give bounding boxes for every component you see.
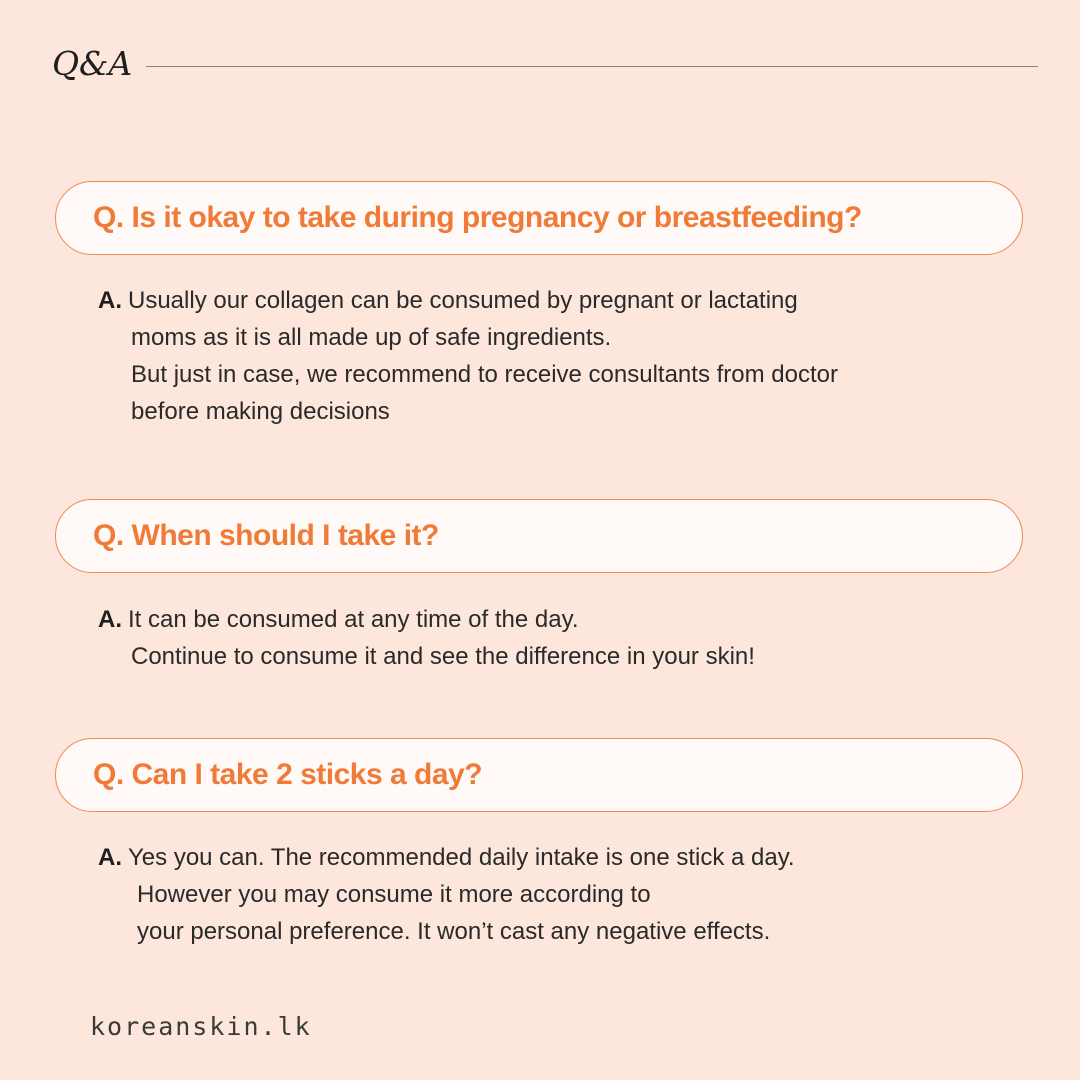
answer-line: However you may consume it more according to — [137, 881, 651, 908]
answer-label: A. — [98, 606, 122, 633]
answer-block-1 — [98, 282, 838, 430]
question-pill-2 — [55, 499, 1023, 573]
answer-line: But just in case, we recommend to receive consultants from doctor — [131, 361, 838, 388]
question-pill-1 — [55, 181, 1023, 255]
question-text: Q. Is it okay to take during pregnancy or breastfeeding? — [93, 201, 862, 234]
page-title: Q&A — [52, 44, 133, 83]
answer-label: A. — [98, 287, 122, 314]
answer-line: Continue to consume it and see the difference in your skin! — [131, 643, 755, 670]
answer-line: your personal preference. It won’t cast any negative effects. — [137, 918, 771, 945]
answer-line: It can be consumed at any time of the day. — [128, 606, 579, 633]
brand-footer: koreanskin.lk — [90, 1012, 312, 1041]
answer-line: before making decisions — [131, 398, 390, 425]
answer-line: Yes you can. The recommended daily intake is one stick a day. — [128, 844, 795, 871]
header-divider — [146, 66, 1038, 67]
question-pill-3 — [55, 738, 1023, 812]
answer-label: A. — [98, 844, 122, 871]
answer-block-3 — [98, 839, 795, 950]
answer-line: Usually our collagen can be consumed by pregnant or lactating — [128, 287, 798, 314]
answer-line: moms as it is all made up of safe ingredients. — [131, 324, 612, 351]
answer-block-2 — [98, 601, 755, 675]
question-text: Q. Can I take 2 sticks a day? — [93, 758, 483, 791]
question-text: Q. When should I take it? — [93, 519, 439, 552]
